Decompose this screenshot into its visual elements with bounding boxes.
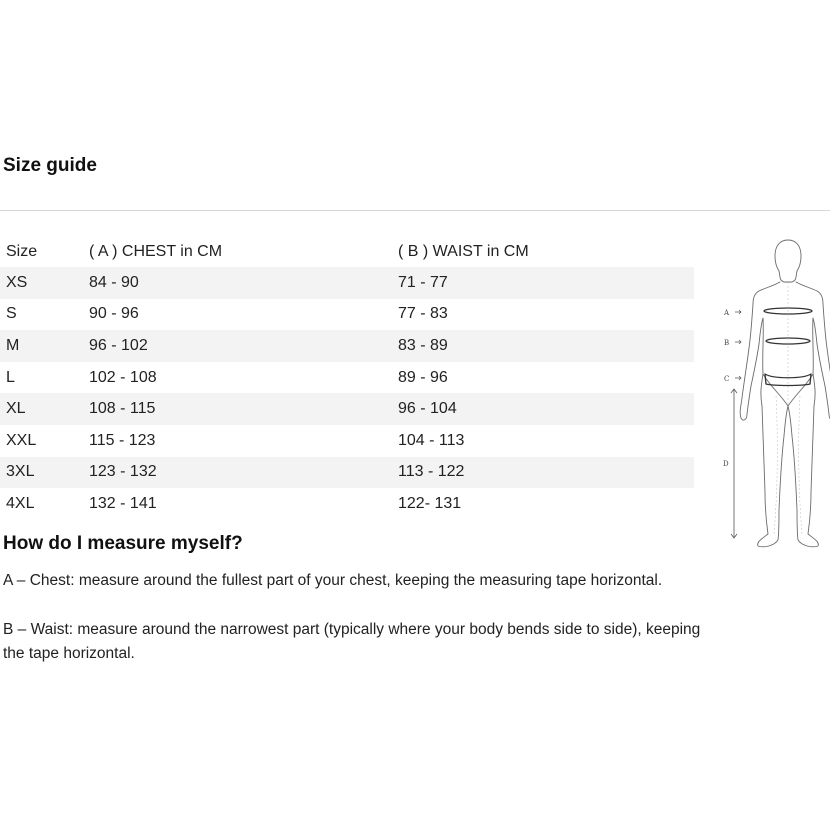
measure-heading: How do I measure myself? [3,533,243,554]
figure-label-b: B [724,339,730,347]
waist-cell: 71 - 77 [398,273,448,291]
size-cell: S [6,305,17,323]
table-row [0,488,694,520]
arrow-a-icon [735,310,741,314]
column-header-chest: ( A ) CHEST in CM [89,242,223,260]
chest-instruction: A – Chest: measure around the fullest part of your chest, keeping the measuring tape horizontal. [3,572,663,589]
waist-cell: 77 - 83 [398,305,448,323]
size-cell: XS [6,273,28,291]
page-title: Size guide [3,155,97,176]
chest-cell: 96 - 102 [89,336,148,354]
table-row [0,330,694,362]
waist-cell: 83 - 89 [398,336,448,354]
table-row [0,393,694,425]
size-cell: XXL [6,431,37,449]
size-cell: 3XL [6,463,35,481]
table-row [0,362,694,394]
figure-outline [740,282,830,547]
chest-cell: 84 - 90 [89,273,139,291]
chest-cell: 90 - 96 [89,305,139,323]
waist-cell: 113 - 122 [398,463,465,481]
chest-cell: 102 - 108 [89,368,157,386]
size-table [0,236,694,520]
chest-cell: 108 - 115 [89,400,156,418]
chest-cell: 132 - 141 [89,494,157,512]
column-header-size: Size [6,242,38,260]
figure-label-c: C [724,375,730,383]
table-row [0,425,694,457]
arrow-b-icon [735,340,741,344]
size-cell: XL [6,400,26,418]
figure-label-a: A [724,309,730,317]
waist-instruction: B – Waist: measure around the narrowest part (typically where your body bends side to side), keeping the tape horizontal. [3,621,701,662]
divider [0,210,830,211]
size-cell: L [6,368,15,386]
chest-cell: 115 - 123 [89,431,156,449]
waist-cell: 104 - 113 [398,431,465,449]
table-header-row [0,236,694,267]
figure-label-d: D [723,460,729,468]
figure-head [775,240,801,282]
waist-cell: 96 - 104 [398,400,457,418]
size-cell: M [6,336,20,354]
chest-cell: 123 - 132 [89,463,157,481]
body-measurement-figure [718,236,830,550]
column-header-waist: ( B ) WAIST in CM [398,242,529,260]
arrow-c-icon [735,376,741,380]
waist-cell: 89 - 96 [398,368,448,386]
table-row [0,457,694,489]
table-row [0,267,694,299]
waist-cell: 122- 131 [398,494,462,512]
table-row [0,299,694,331]
size-cell: 4XL [6,494,35,512]
